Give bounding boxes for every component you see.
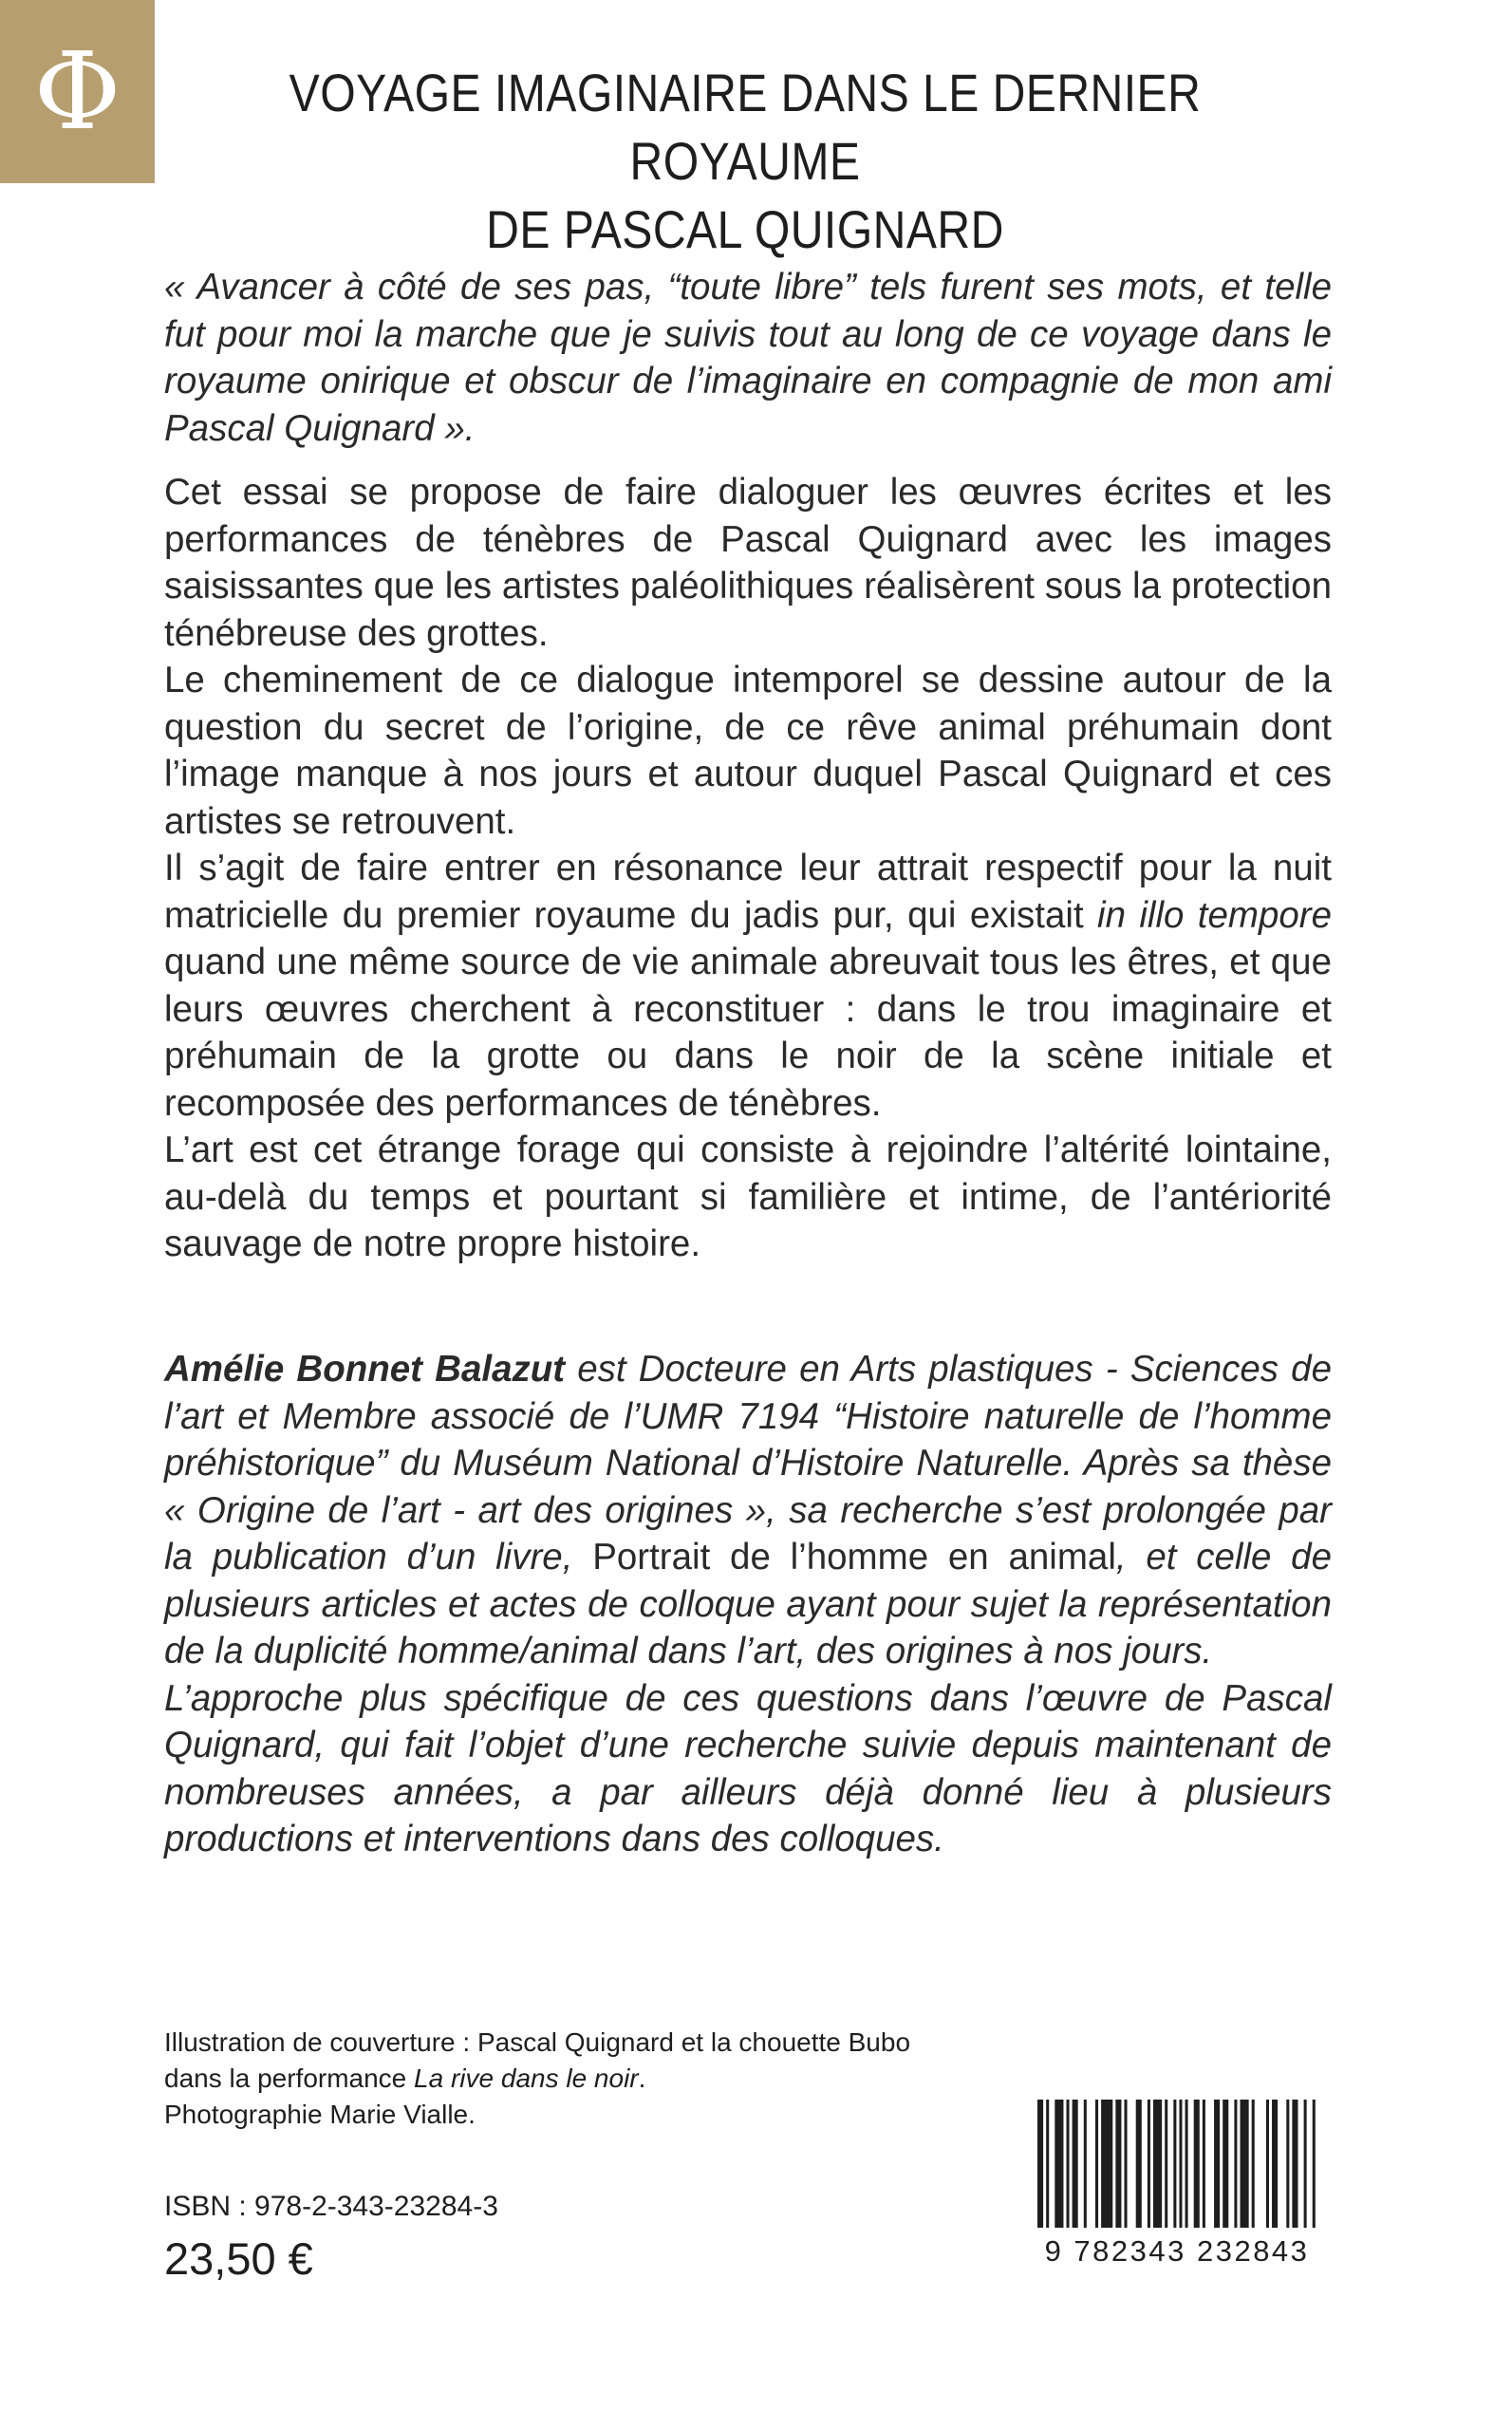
bio-paragraph-2: L’approche plus spécifique de ces questions dans l’œuvre de Pascal Quignard, qui fait l’objet d’une recherche suivie depuis maintenant de nombreuses années, a par ailleurs déjà donné lieu à plusieurs productions et interventions dans des colloques. [164, 1677, 1332, 1859]
credits-line-2 [164, 2061, 910, 2097]
barcode-bar [1067, 2100, 1070, 2228]
barcode-bar [1037, 2100, 1043, 2228]
barcode-bar [1153, 2100, 1162, 2228]
barcode-bar [1165, 2100, 1167, 2228]
barcode-bar [1073, 2100, 1078, 2228]
isbn-barcode [1030, 2100, 1324, 2289]
barcode-bar [1214, 2100, 1220, 2228]
bio-paragraph-1 [164, 1346, 1332, 1675]
performance-title: La rive dans le noir [414, 2064, 639, 2093]
barcode-bar [1101, 2100, 1112, 2228]
barcode-bar [1125, 2100, 1128, 2228]
phi-logo-icon: Φ [33, 29, 121, 154]
essay-p3-text-a: Il s’agit de faire entrer en résonance leur attrait respectif pour la nuit matricielle du premier royaume du jadis pur, qui existait [164, 848, 1332, 936]
barcode-bar [1304, 2100, 1307, 2228]
author-bio [164, 1346, 1332, 1863]
essay-description [164, 469, 1332, 1268]
barcode-bar [1179, 2100, 1182, 2228]
essay-p3-latin-phrase: in illo tempore [1097, 894, 1332, 936]
quote-text: « Avancer à côté de ses pas, “toute libre” tels furent ses mots, et telle fut pour moi la marche que je suivis tout au long de ce voyage dans le royaume onirique et obscur de l’imaginaire en compagnie de mon ami Pascal Quignard ». [164, 267, 1332, 449]
barcode-bar [1136, 2100, 1142, 2228]
barcode-bar [1095, 2100, 1098, 2228]
bio-book-title: Portrait de l’homme en animal [592, 1537, 1116, 1578]
barcode-bar [1223, 2100, 1228, 2228]
barcode-bar [1313, 2100, 1316, 2228]
barcode-bar [1234, 2100, 1237, 2228]
barcode-bar [1286, 2100, 1289, 2228]
credits-line-1: Illustration de couverture : Pascal Quignard et la chouette Bubo [164, 2027, 911, 2057]
credits-line-2-end: . [638, 2064, 646, 2093]
barcode-digits: 9 782343 232843 [1044, 2234, 1310, 2268]
credits-line-2-text: dans la performance [164, 2064, 415, 2093]
barcode-bar [1084, 2100, 1087, 2228]
isbn-number: ISBN : 978-2-343-23284-3 [164, 2191, 498, 2222]
essay-paragraph-4: L’art est cet étrange forage qui consiste à rejoindre l’altérité lointaine, au-delà du temps et pourtant si familière et intime, de l’antériorité sauvage de notre propre histoire. [164, 1130, 1332, 1264]
bio-text-a: est Docteure en Arts plastiques - Sciences de l’art et Membre associé de l’UMR 7194 “Histoire naturelle de l’homme préhistorique” du Muséum National d’Histoire Naturelle. Après sa thèse « Origine de l’art - art des origines », sa recherche s’est prolongée par la publication d’un livre, [164, 1349, 1332, 1578]
barcode-bar [1055, 2100, 1063, 2228]
barcode-bar [1046, 2100, 1049, 2228]
barcode-bar [1185, 2100, 1188, 2228]
essay-paragraph-3 [164, 845, 1332, 1127]
barcode-bar [1241, 2100, 1249, 2228]
bio-text-b: , et celle de plusieurs articles et actes de colloque ayant pour sujet la représentation de la duplicité homme/animal dans l’art, des origines à nos jours. [164, 1537, 1332, 1671]
barcode-bar [1148, 2100, 1150, 2228]
book-title [284, 59, 1206, 264]
opening-quote [164, 264, 1332, 452]
essay-paragraph-2: Le cheminement de ce dialogue intemporel se dessine autour de la question du secret de l’origine, de ce rêve animal préhumain dont l’image manque à nos jours et autour duquel Pascal Quignard et ces artistes se retrouvent. [164, 660, 1332, 842]
barcode-bar [1173, 2100, 1176, 2228]
barcode-bar [1115, 2100, 1121, 2228]
barcode-bar [1252, 2100, 1255, 2228]
barcode-bar [1272, 2100, 1278, 2228]
essay-paragraph-1: Cet essai se propose de faire dialoguer les œuvres écrites et les performances de ténèbres de Pascal Quignard avec les images saisissantes que les artistes paléolithiques réalisèrent sous la protection ténébreuse des grottes. [164, 472, 1332, 654]
barcode-bar [1266, 2100, 1269, 2228]
publisher-logo [0, 0, 155, 183]
barcode-bars-icon [1030, 2100, 1324, 2232]
essay-p3-text-b: quand une même source de vie animale abreuvait tous les êtres, et que leurs œuvres cherchent à reconstituer : dans le trou imaginaire et préhumain de la grotte ou dans le noir de la scène initiale et recomposée des performances de ténèbres. [164, 942, 1332, 1124]
credits-line-3: Photographie Marie Vialle. [164, 2100, 476, 2129]
title-line-1: VOYAGE IMAGINAIRE DANS LE DERNIER ROYAUME [289, 63, 1202, 191]
title-line-2: DE PASCAL QUIGNARD [486, 199, 1004, 259]
cover-credits [164, 2025, 910, 2133]
barcode-bar [1203, 2100, 1205, 2228]
barcode-bar [1194, 2100, 1200, 2228]
author-name: Amélie Bonnet Balazut [164, 1349, 566, 1390]
barcode-bar [1292, 2100, 1297, 2228]
price: 23,50 € [164, 2233, 313, 2284]
